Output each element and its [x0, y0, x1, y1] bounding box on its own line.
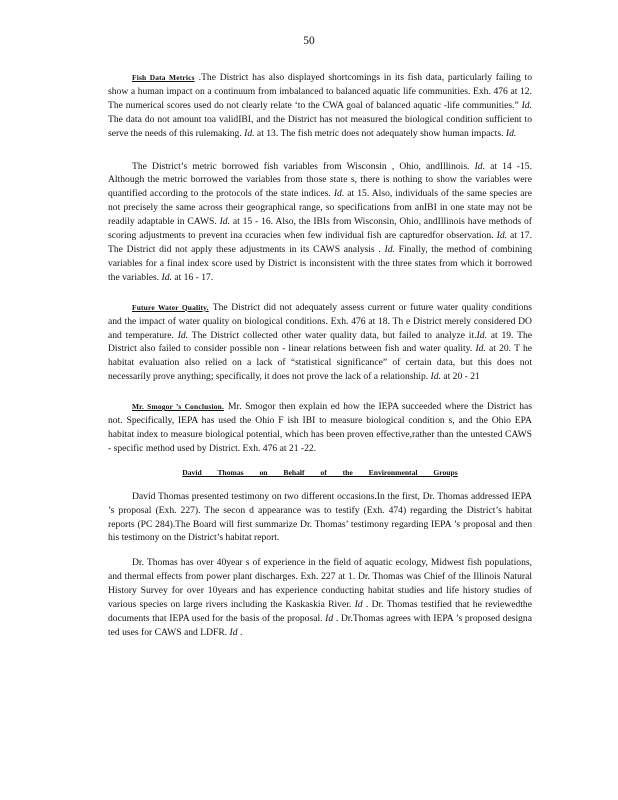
citation: Id. — [430, 371, 441, 383]
citation: Id. — [476, 329, 487, 341]
text: at 14 -15. Although the metric borrowed the variables from those state s, there is nothing to show the variables were quantified according to the protocols of the state indices. — [108, 160, 532, 200]
text: at 19. The District also failed to consider possible non - linear relations between fish and water quality. — [108, 329, 533, 355]
text: at 13. The fish metric does not adequately show human impacts. — [254, 127, 506, 139]
text: Dr. Thomas has over 40year s of experience in the field of aquatic ecology, Midwest fish populations, and thermal effects from power plant discharges. Exh. 227 at 1. Dr. Thomas was Chief of the Illinois Natural History Survey for over 10years and has experience conducting habitat studies and life history studies of various species on large rivers including the Kaskaskia River. — [108, 557, 532, 611]
text: The District collected other water quality data, but failed to analyze it. — [188, 329, 477, 341]
page-number: 50 — [303, 35, 315, 47]
text: The District did not adequately assess current or future water quality conditions and the impact of water quality on biological conditions. Exh. 476 at 18. Th e District merely considered DO and temperature. — [108, 301, 532, 341]
citation: Id. — [474, 160, 485, 172]
citation: Id. — [496, 230, 508, 242]
paragraph-thomas-experience — [108, 556, 532, 639]
paragraph-future-water-quality — [108, 301, 532, 384]
heading-smogor-conclusion: Mr. Smogor ’s Conclusion. — [132, 402, 224, 412]
citation: Id — [354, 599, 363, 611]
text: . Dr.Thomas agrees with IEPA ’s proposed designa ted uses for CAWS and LDFR. — [108, 613, 532, 638]
citation: Id. — [333, 188, 345, 200]
heading-fish-data-metrics: Fish Data Metrics — [132, 73, 195, 82]
text: Finally, the method of combining variables for a final index score used by District is inconsistent with the three states from which it borrowed the variables. — [108, 243, 532, 283]
paragraph-fish-data-metrics — [108, 71, 532, 141]
text: The District’s metric borrowed fish variables from Wisconsin , Ohio, andIllinois. — [132, 160, 475, 172]
citation: Id. — [219, 216, 230, 228]
paragraph-smogor-conclusion — [108, 400, 532, 456]
text: . — [237, 626, 243, 638]
citation: Id. — [244, 127, 255, 139]
text: at 15. Also, individuals of the same species are not precisely the same across their geographical range, so specifications from anIBI in one state may not be readily adaptable in CAWS. — [108, 188, 532, 228]
citation: Id. — [384, 243, 395, 255]
citation: Id. — [161, 271, 172, 283]
paragraph-metric-borrowed — [108, 160, 532, 285]
citation: Id. — [521, 99, 532, 111]
text: at 17. The District did not apply these adjustments in its CAWS analysis . — [108, 230, 532, 255]
text: .The District has also displayed shortcomings in its fish data, particularly failing to show a human impact on a continuum from imbalanced to balanced aquatic life communities. Exh. 476 at 12. The numerical scores used do not clearly relate ‘to the CWA goal of balanced aquatic -life communities.” — [108, 72, 532, 111]
citation: Id. — [177, 329, 189, 341]
text: The data do not amount toa validIBI, and the District has not measured the biological condition sufficient to serve the needs of this rulemaking. — [108, 113, 532, 139]
text: David Thomas presented testimony on two different occasions.In the first, Dr. Thomas addressed IEPA ’s proposal (Exh. 227). The secon d appearance was to testify (Exh. 474) regarding the District’s habitat reports (PC 284).The Board will first summarize Dr. Thomas’ testimony regarding IEPA ’s proposal and then his testimony on the District’s habitat report. — [108, 490, 532, 544]
paragraph-thomas-testimony — [108, 490, 532, 546]
text: at 15 - 16. Also, the IBIs from Wisconsin, Ohio, andIllinois have methods of scoring adjustments to prevent ina ccuracies when few individual fish are capturedfor observation. — [108, 216, 532, 242]
text: Mr. Smogor then explain ed how the IEPA succeeded where the District has not. Specifically, IEPA has used the Ohio F ish IBI to measure biological condition s, and the Ohio EPA habitat index to measure biological potential, which has been proven effective,rather than the untested CAWS - specific method used by District. Exh. 476 at 21 -22. — [108, 401, 533, 454]
text: at 20. T he habitat evaluation also relied on a lack of “statistical significance” of certain data, but this does not necessarily prove anything; specifically, it does not prove the lack of a relationship. — [108, 343, 532, 383]
text: at 16 - 17. — [171, 271, 214, 283]
page-body — [108, 71, 532, 640]
section-heading-david-thomas: David Thomas on Behalf of the Environmental Groups — [182, 467, 458, 477]
citation: Id — [229, 626, 238, 638]
heading-future-water-quality: Future Water Quality. — [132, 302, 209, 312]
citation: Id — [325, 613, 334, 624]
citation: Id. — [505, 127, 517, 139]
text: at 20 - 21 — [440, 371, 480, 383]
citation: Id. — [475, 343, 486, 355]
text: . Dr. Thomas testified that he reviewedthe documents that IEPA used for the basis of the proposal. — [108, 599, 532, 624]
